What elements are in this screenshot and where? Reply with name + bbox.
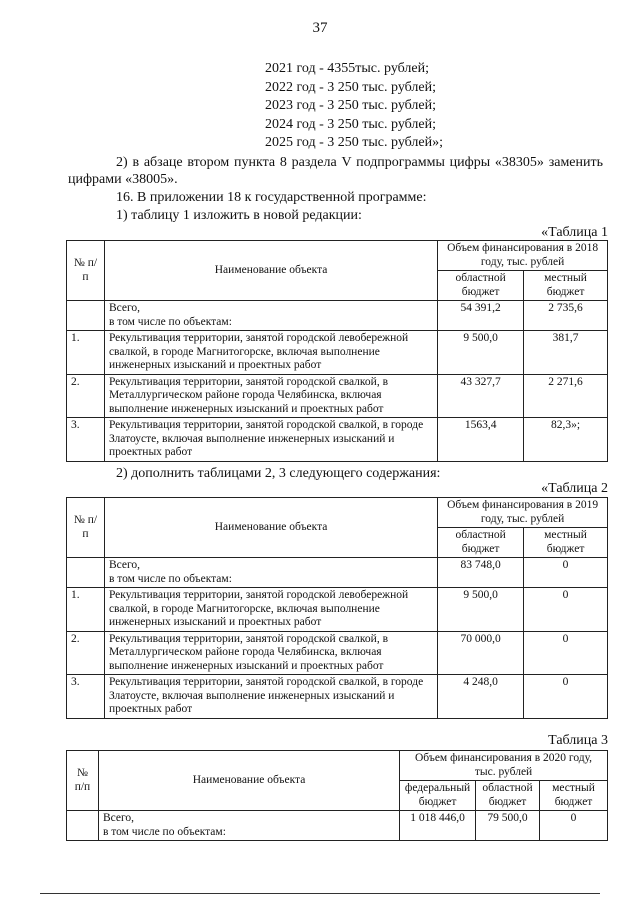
row-name: Всего, в том числе по объектам: bbox=[104, 301, 437, 331]
row-regional: 4 248,0 bbox=[438, 675, 524, 719]
row-regional: 79 500,0 bbox=[476, 811, 540, 841]
row-name: Рекультивация территории, занятой городской левобережной свалкой, в городе Магнитогорске, включая выполнение инженерных изысканий и проектных работ bbox=[104, 588, 437, 632]
row-local: 0 bbox=[524, 675, 608, 719]
amount-line: 2023 год - 3 250 тыс. рублей; bbox=[265, 98, 437, 113]
bottom-divider bbox=[40, 893, 600, 894]
funding-amounts bbox=[265, 60, 443, 153]
table-2 bbox=[66, 497, 608, 719]
table-1 bbox=[66, 240, 608, 462]
row-local: 0 bbox=[540, 811, 608, 841]
row-name: Рекультивация территории, занятой городской левобережной свалкой, в городе Магнитогорске, включая выполнение инженерных изысканий и проектных работ bbox=[104, 331, 437, 375]
header-object-name: Наименование объекта bbox=[104, 498, 437, 558]
header-regional-budget: областной бюджет bbox=[438, 528, 524, 558]
header-funding: Объем финансирования в 2020 году, тыс. рублей bbox=[400, 751, 608, 781]
row-number: 3. bbox=[67, 418, 105, 462]
table-row bbox=[67, 675, 608, 719]
row-number bbox=[67, 301, 105, 331]
header-local-budget: местный бюджет bbox=[524, 528, 608, 558]
header-regional-budget: областной бюджет bbox=[438, 271, 524, 301]
header-number: № п/п bbox=[67, 751, 99, 811]
row-local: 381,7 bbox=[524, 331, 608, 375]
table-row bbox=[67, 418, 608, 462]
table-row bbox=[67, 811, 608, 841]
table-3 bbox=[66, 750, 608, 841]
row-name: Рекультивация территории, занятой городской свалкой, в городе Златоусте, включая выполнение инженерных изысканий и проектных работ bbox=[104, 675, 437, 719]
amount-line: 2021 год - 4355тыс. рублей; bbox=[265, 61, 430, 76]
row-name: Рекультивация территории, занятой городской свалкой, в Металлургическом районе города Челябинска, включая выполнение инженерных изысканий и проектных работ bbox=[104, 374, 437, 418]
table2-caption: «Таблица 2 bbox=[541, 481, 608, 496]
header-funding: Объем финансирования в 2019 году, тыс. рублей bbox=[438, 498, 608, 528]
row-regional: 83 748,0 bbox=[438, 558, 524, 588]
row-federal: 1 018 446,0 bbox=[400, 811, 476, 841]
amount-line: 2025 год - 3 250 тыс. рублей»; bbox=[265, 135, 444, 150]
row-number bbox=[67, 558, 105, 588]
paragraph-table1-intro: 1) таблицу 1 изложить в новой редакции: bbox=[116, 208, 362, 223]
row-number: 1. bbox=[67, 588, 105, 632]
row-regional: 9 500,0 bbox=[438, 588, 524, 632]
row-number bbox=[67, 811, 99, 841]
paragraph-replace-figures: 2) в абзаце втором пункта 8 раздела V подпрограммы цифры «38305» заменить цифрами «38005». bbox=[68, 155, 603, 187]
table-row bbox=[67, 331, 608, 375]
header-funding: Объем финансирования в 2018 году, тыс. рублей bbox=[438, 241, 608, 271]
row-name: Рекультивация территории, занятой городской свалкой, в городе Златоусте, включая выполнение инженерных изысканий и проектных работ bbox=[104, 418, 437, 462]
row-local: 2 735,6 bbox=[524, 301, 608, 331]
header-number: № п/п bbox=[67, 498, 105, 558]
table-row bbox=[67, 558, 608, 588]
row-local: 0 bbox=[524, 588, 608, 632]
table1-caption: «Таблица 1 bbox=[541, 225, 608, 240]
header-regional-budget: областной бюджет bbox=[476, 781, 540, 811]
table3-caption: Таблица 3 bbox=[548, 733, 608, 748]
row-local: 0 bbox=[524, 631, 608, 675]
paragraph-appendix-18: 16. В приложении 18 к государственной программе: bbox=[116, 190, 427, 205]
row-name: Всего, в том числе по объектам: bbox=[104, 558, 437, 588]
row-regional: 70 000,0 bbox=[438, 631, 524, 675]
header-number: № п/п bbox=[67, 241, 105, 301]
row-regional: 43 327,7 bbox=[438, 374, 524, 418]
table-row bbox=[67, 374, 608, 418]
header-local-budget: местный бюджет bbox=[540, 781, 608, 811]
paragraph-add-tables: 2) дополнить таблицами 2, 3 следующего содержания: bbox=[116, 466, 441, 481]
row-local: 82,3»; bbox=[524, 418, 608, 462]
row-name: Всего, в том числе по объектам: bbox=[98, 811, 399, 841]
table-row bbox=[67, 301, 608, 331]
table-row bbox=[67, 631, 608, 675]
row-local: 2 271,6 bbox=[524, 374, 608, 418]
amount-line: 2022 год - 3 250 тыс. рублей; bbox=[265, 79, 437, 95]
row-name: Рекультивация территории, занятой городской свалкой, в Металлургическом районе города Челябинска, включая выполнение инженерных изысканий и проектных работ bbox=[104, 631, 437, 675]
row-local: 0 bbox=[524, 558, 608, 588]
row-regional: 1563,4 bbox=[438, 418, 524, 462]
header-federal-budget: федеральный бюджет bbox=[400, 781, 476, 811]
header-object-name: Наименование объекта bbox=[98, 751, 399, 811]
header-local-budget: местный бюджет bbox=[524, 271, 608, 301]
page-number: 37 bbox=[312, 20, 328, 36]
row-regional: 54 391,2 bbox=[438, 301, 524, 331]
row-number: 2. bbox=[67, 631, 105, 675]
table-row bbox=[67, 588, 608, 632]
header-object-name: Наименование объекта bbox=[104, 241, 437, 301]
amount-line: 2024 год - 3 250 тыс. рублей; bbox=[265, 116, 437, 132]
row-number: 2. bbox=[67, 374, 105, 418]
row-regional: 9 500,0 bbox=[438, 331, 524, 375]
row-number: 1. bbox=[67, 331, 105, 375]
row-number: 3. bbox=[67, 675, 105, 719]
